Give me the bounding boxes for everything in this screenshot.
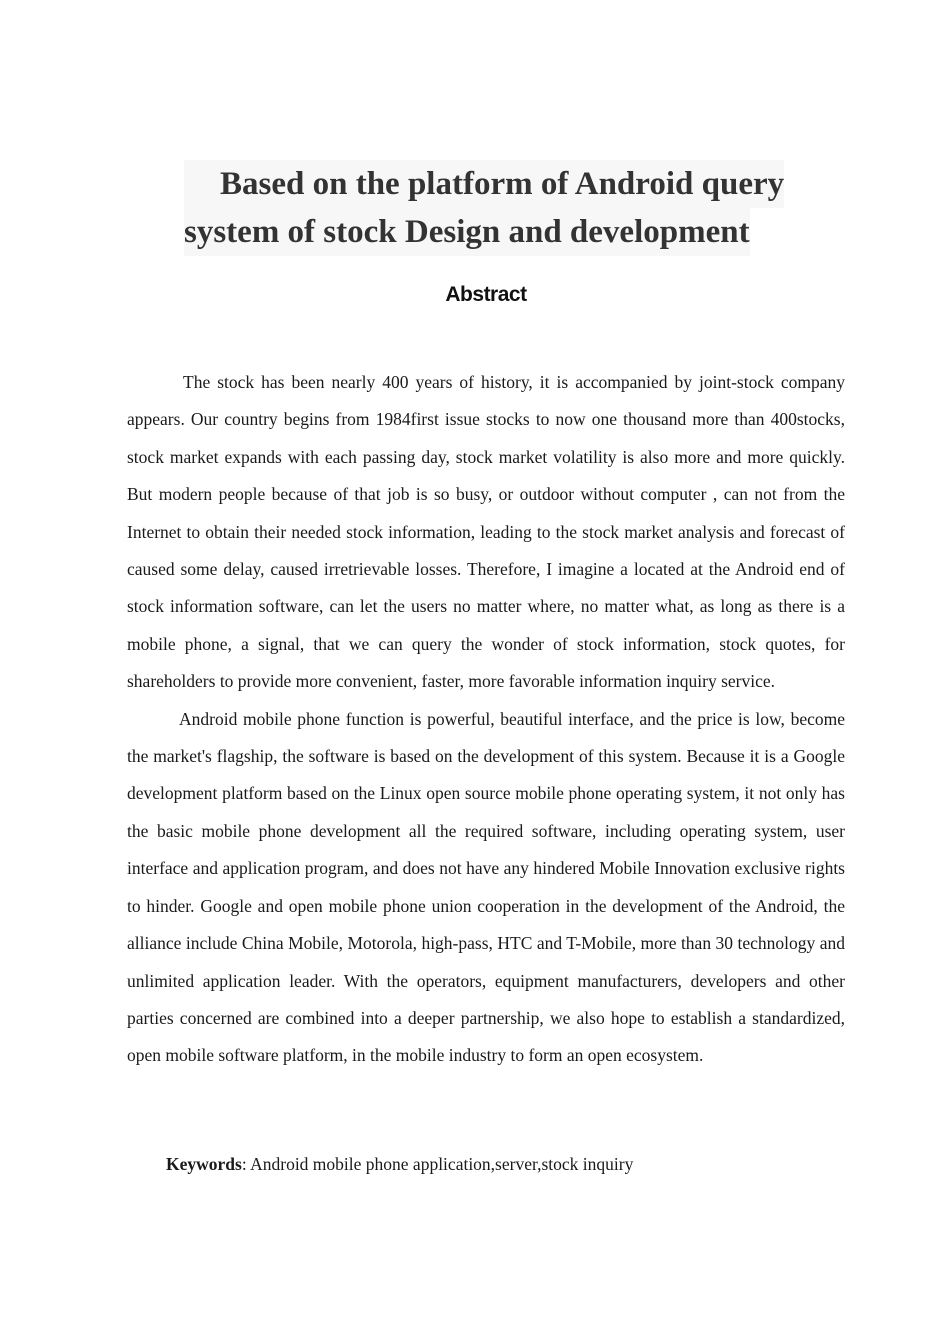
keywords-value: Android mobile phone application,server,stock inquiry (250, 1154, 634, 1174)
document-title (184, 160, 824, 256)
abstract-paragraph-1: The stock has been nearly 400 years of history, it is accompanied by joint-stock company appears. Our country begins from 1984first issue stocks to now one thousand more than 400stocks, stock market expands with each passing day, stock market volatility is also more and more quickly. But modern people because of that job is so busy, or outdoor without computer , can not from the Internet to obtain their needed stock information, leading to the stock market analysis and forecast of caused some delay, caused irretrievable losses. Therefore, I imagine a located at the Android end of stock information software, can let the users no matter where, no matter what, as long as there is a mobile phone, a signal, that we can query the wonder of stock information, stock quotes, for shareholders to provide more convenient, faster, more favorable information inquiry service. (127, 372, 845, 692)
abstract-heading: Abstract (445, 283, 527, 306)
keywords-line (166, 1151, 633, 1177)
abstract-body (127, 364, 845, 1075)
title-line-2: system of stock Design and development (184, 208, 750, 256)
abstract-paragraph-2: Android mobile phone function is powerful, beautiful interface, and the price is low, become the market's flagship, the software is based on the development of this system. Because it is a Google development platform based on the Linux open source mobile phone operating system, it not only has the basic mobile phone development all the required software, including operating system, user interface and application program, and does not have any hindered Mobile Innovation exclusive rights to hinder. Google and open mobile phone union cooperation in the development of the Android, the alliance include China Mobile, Motorola, high-pass, HTC and T-Mobile, more than 30 technology and unlimited application leader. With the operators, equipment manufacturers, developers and other parties concerned are combined into a deeper partnership, we also hope to establish a standardized, open mobile software platform, in the mobile industry to form an open ecosystem. (127, 708, 845, 1066)
keywords-separator: : (241, 1154, 251, 1174)
title-line-1: Based on the platform of Android query (184, 160, 784, 208)
keywords-label: Keywords (166, 1154, 242, 1174)
